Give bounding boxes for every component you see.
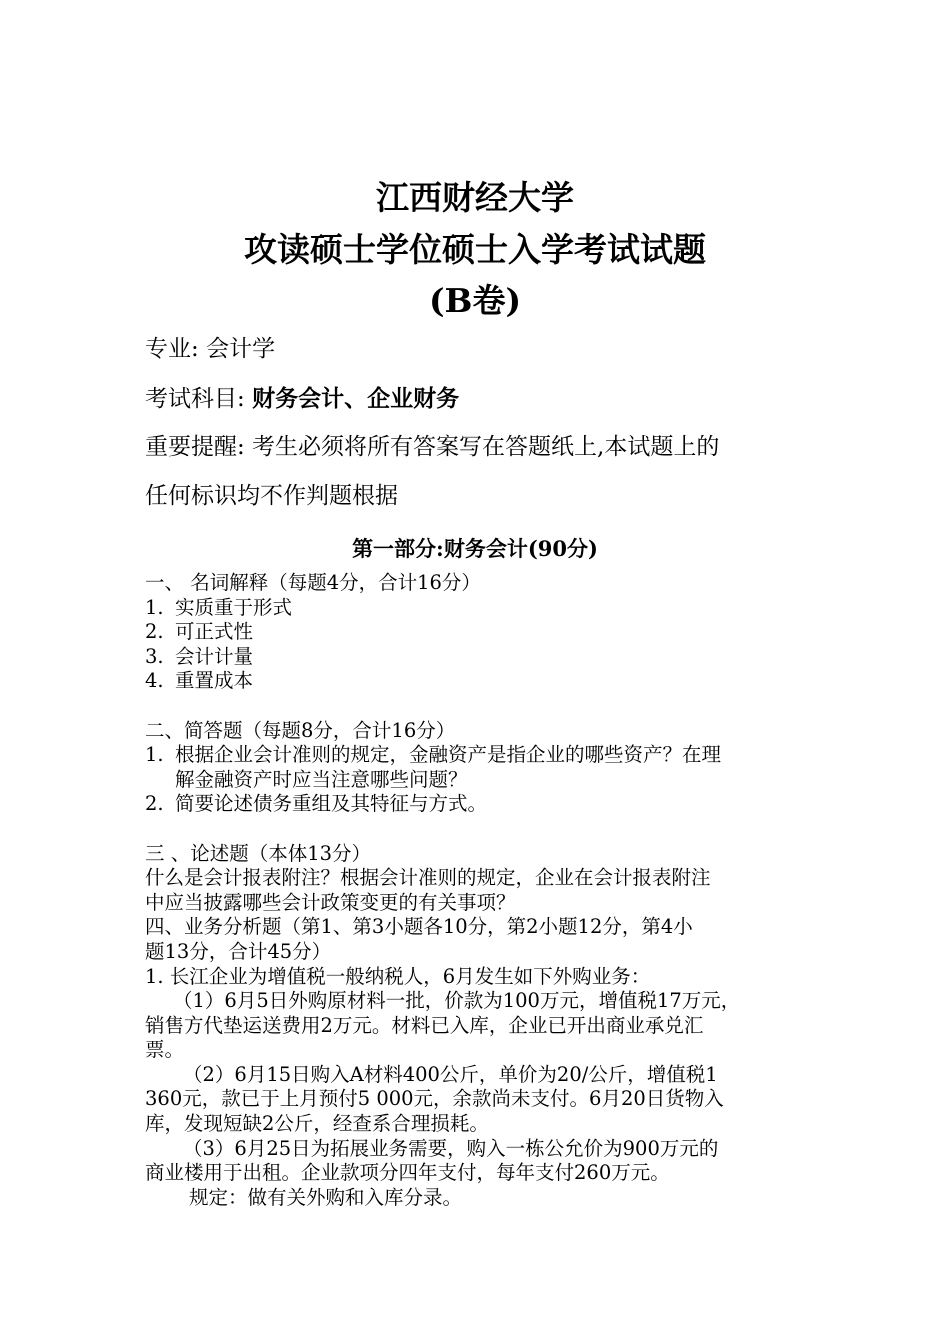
item-text: 简要论述债务重组及其特征与方式。	[175, 792, 488, 816]
part-one-title: 第一部分:财务会计(90分)	[352, 536, 598, 561]
item-text: 实质重于形式	[175, 595, 293, 619]
major-label: 专业:	[145, 336, 207, 362]
spacer	[145, 694, 817, 719]
q3-text-line: 什么是会计报表附注？根据会计准则的规定，企业在会计报表附注	[145, 866, 711, 890]
item-number: 3.	[145, 644, 164, 668]
university-name: 江西财经大学	[376, 178, 574, 217]
q4-paragraph-1: （1）6月5日外购原材料一批，价款为100万元，增值税17万元，	[173, 989, 741, 1013]
q4-requirement: 规定：做有关外购和入库分录。	[189, 1185, 463, 1209]
q3-heading: 三 、论述题（本体13分）	[145, 841, 372, 865]
item-number: 2.	[145, 792, 164, 816]
q1-heading: 一、 名词解释（每题4分，合计16分）	[145, 571, 481, 594]
paper-version: (B卷)	[428, 281, 522, 320]
q4-heading: 四、业务分析题（第1、第3小题各10分，第2小题12分，第4小	[145, 915, 693, 939]
item-number: 1.	[145, 743, 164, 767]
item-number: 2.	[145, 620, 164, 644]
major-value: 会计学	[206, 336, 276, 362]
list-item	[145, 596, 817, 621]
subject-line	[145, 384, 459, 414]
q4-intro: 1. 长江企业为增值税一般纳税人，6月发生如下外购业务：	[145, 964, 651, 988]
list-item	[145, 620, 817, 645]
q3-text-line: 中应当披露哪些会计政策变更的有关事项？	[145, 890, 516, 914]
list-item	[145, 645, 817, 670]
q4-heading-continued: 题13分，合计45分）	[145, 939, 332, 963]
item-text: 可正式性	[175, 620, 254, 644]
item-text: 重置成本	[175, 669, 254, 693]
q4-paragraph-1-continued: 票。	[145, 1038, 185, 1062]
item-text: 根据企业会计准则的规定，金融资产是指企业的哪些资产？在理	[175, 743, 722, 767]
q2-heading: 二、简答题（每题8分，合计16分）	[145, 718, 456, 742]
list-item	[145, 669, 817, 694]
spacer	[145, 817, 817, 842]
subject-value: 财务会计、企业财务	[252, 385, 460, 412]
q4-paragraph-2-continued: 库，发现短缺2公斤，经查系合理损耗。	[145, 1112, 489, 1136]
list-item	[145, 743, 817, 768]
q4-paragraph-3-continued: 商业楼用于出租。企业款项分四年支付，每年支付260万元。	[145, 1161, 670, 1185]
item-text-continued: 解金融资产时应当注意哪些问题？	[175, 767, 468, 791]
list-item	[145, 792, 817, 817]
subject-label: 考试科目:	[145, 386, 253, 412]
item-number: 1.	[145, 595, 164, 619]
q4-paragraph-2-continued: 360元，款已于上月预付5 000元，余款尚未支付。6月20日货物入	[145, 1087, 724, 1111]
q4-paragraph-3: （3）6月25日为拓展业务需要，购入一栋公允价为900万元的	[183, 1136, 719, 1160]
notice-line-2: 任何标识均不作判题根据	[145, 483, 398, 509]
question-body	[145, 571, 817, 1210]
item-text: 会计计量	[175, 644, 254, 668]
exam-title: 攻读硕士学位硕士入学考试试题	[244, 230, 706, 269]
item-number: 4.	[145, 669, 164, 693]
notice-line-1: 重要提醒: 考生必须将所有答案写在答题纸上,本试题上的	[145, 434, 720, 460]
major-line	[145, 334, 275, 364]
q4-paragraph-1-continued: 销售方代垫运送费用2万元。材料已入库，企业已开出商业承兑汇	[145, 1013, 704, 1037]
q4-paragraph-2: （2）6月15日购入A材料400公斤，单价为20/公斤，增值税1	[183, 1062, 718, 1086]
